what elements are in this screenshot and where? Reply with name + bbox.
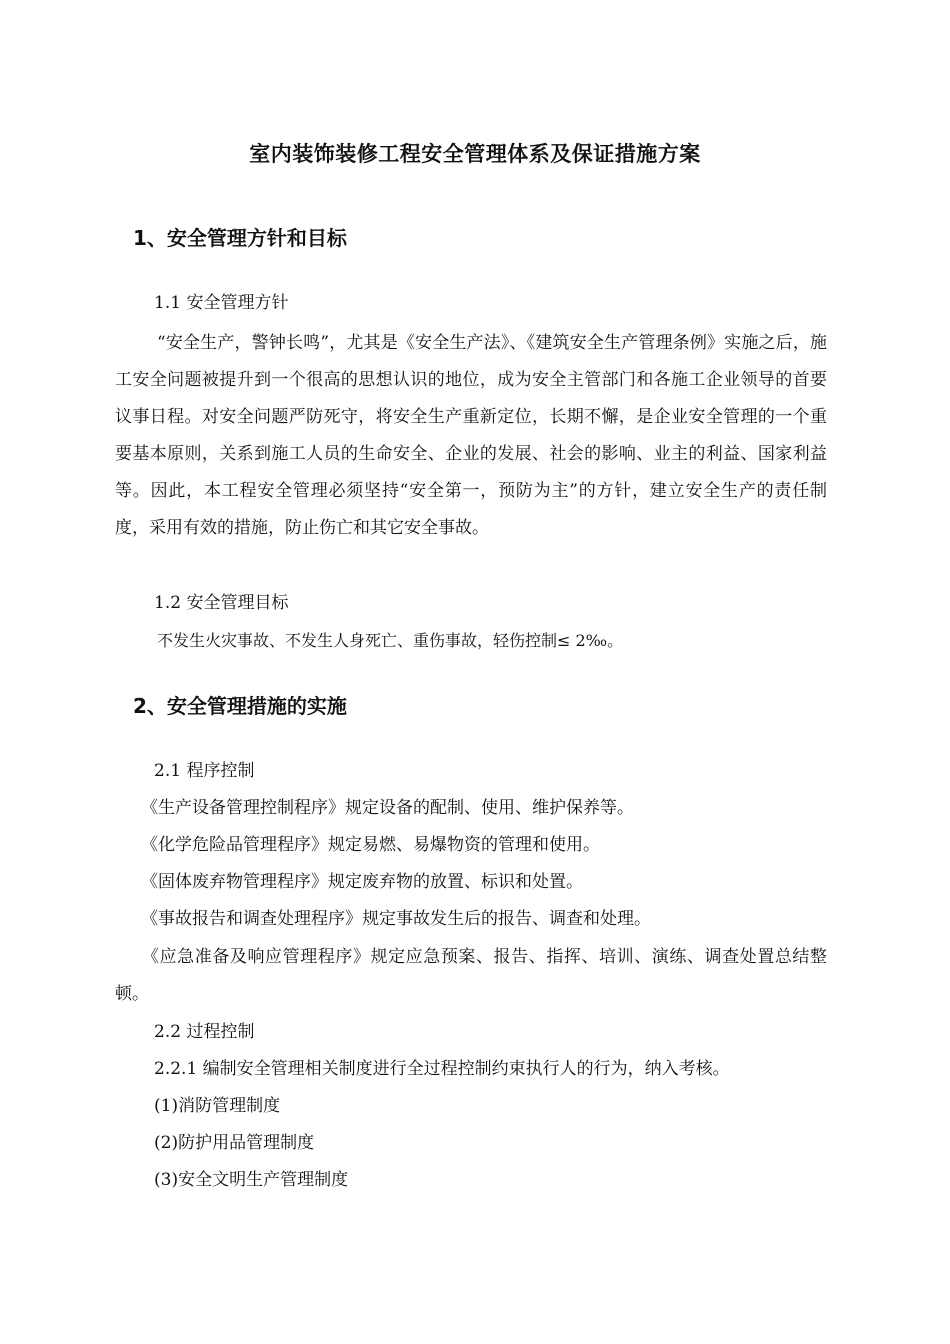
rule-item: (3)安全文明生产管理制度	[154, 1170, 349, 1190]
section-1-2-title: 1.2 安全管理目标	[154, 593, 289, 613]
section-1-2-text: 不发生火灾事故、不发生人身死亡、重伤事故，轻伤控制≤ 2‰。	[157, 631, 624, 650]
procedure-item: 《固体废弃物管理程序》规定废弃物的放置、标识和处置。	[141, 872, 583, 892]
rule-item: (1)消防管理制度	[154, 1096, 281, 1116]
procedure-item: 《事故报告和调查处理程序》规定事故发生后的报告、调查和处理。	[141, 909, 651, 929]
procedure-item: 《化学危险品管理程序》规定易燃、易爆物资的管理和使用。	[141, 835, 600, 855]
section-1-1-paragraph: “安全生产，警钟长鸣”，尤其是《安全生产法》、《建筑安全生产管理条例》实施之后，施工安全问题被提升到一个很高的思想认识的地位，成为安全主管部门和各施工企业领导的首要议事日程。对安全问题严防死守，将安全生产重新定位，长期不懈，是企业安全管理的一个重要基本原则，关系到施工人员的生命安全、企业的发展、社会的影响、业主的利益、国家利益等。因此，本工程安全管理必须坚持“安全第一，预防为主”的方针，建立安全生产的责任制度，采用有效的措施，防止伤亡和其它安全事故。	[115, 333, 827, 538]
section-2-1-title: 2.1 程序控制	[154, 761, 255, 781]
section-2-2-1-text: 2.2.1 编制安全管理相关制度进行全过程控制约束执行人的行为，纳入考核。	[154, 1059, 730, 1079]
rule-item: (2)防护用品管理制度	[154, 1133, 315, 1153]
section-1-heading: 1、安全管理方针和目标	[133, 226, 347, 250]
section-2-2-title: 2.2 过程控制	[154, 1022, 255, 1042]
section-1-1-title: 1.1 安全管理方针	[154, 293, 289, 313]
procedure-item: 《生产设备管理控制程序》规定设备的配制、使用、维护保养等。	[141, 798, 634, 818]
emergency-procedure-paragraph: 《应急准备及响应管理程序》规定应急预案、报告、指挥、培训、演练、调查处置总结整顿。	[115, 947, 827, 1004]
section-2-heading: 2、安全管理措施的实施	[133, 694, 347, 718]
document-title: 室内装饰装修工程安全管理体系及保证措施方案	[249, 142, 701, 166]
